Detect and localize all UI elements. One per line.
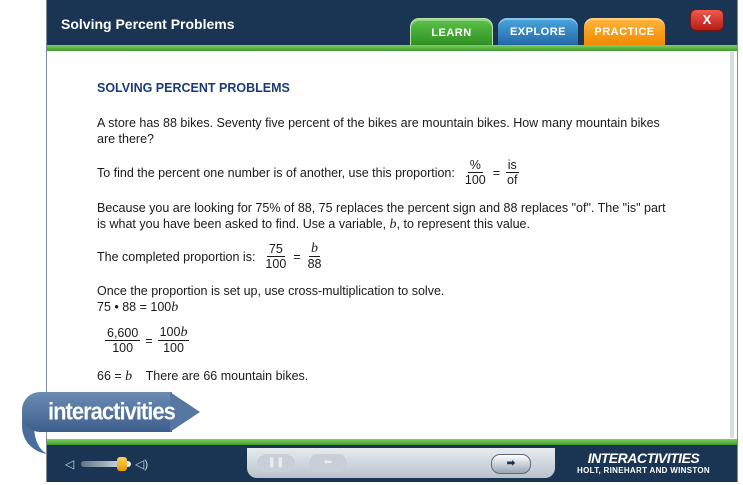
volume-control[interactable]: [65, 457, 147, 471]
completed-proportion-line: The completed proportion is: $\frac{75}{100}$ = $\frac{b}{88}$: [97, 241, 322, 271]
tab-explore[interactable]: EXPLORE: [498, 18, 578, 45]
problem-text: A store has 88 bikes. Seventy five percent of the bikes are mountain bikes. How many mountain bikes are there?: [97, 116, 660, 146]
lesson-heading: SOLVING PERCENT PROBLEMS: [97, 81, 290, 95]
brand-logo: INTERACTIVITIES HOLT, RINEHART AND WINSTON: [577, 450, 710, 475]
playback-controls: [247, 448, 555, 478]
answer-line: 66 = b There are 66 mountain bikes.: [97, 369, 309, 384]
scrollbar[interactable]: [730, 52, 734, 438]
completed-fraction-right: $\frac{b}{88}$: [307, 241, 322, 271]
app-title: Solving Percent Problems: [61, 16, 235, 32]
proportion-intro: To find the percent one number is of another, use this proportion:: [97, 166, 455, 180]
completed-fraction-left: $\frac{75}{100}$: [265, 242, 287, 271]
cross-equation: 75 • 88 = 100b: [97, 300, 179, 315]
volume-slider[interactable]: [81, 461, 131, 467]
tab-practice[interactable]: PRACTICE: [584, 18, 665, 45]
cross-multiply-text: Once the proportion is set up, use cross-multiplication to solve. 75 • 88 = 100b: [97, 283, 677, 316]
next-arrow-icon[interactable]: ➡: [491, 454, 531, 474]
close-button[interactable]: X: [691, 10, 723, 30]
is-of-fraction: $\frac{is}{of}$: [507, 158, 518, 187]
back-arrow-icon[interactable]: ⬅: [309, 454, 347, 472]
header-bar: [47, 0, 737, 45]
percent-fraction: $\frac{\%}{100}$: [464, 158, 486, 187]
solve-fraction-left: $\frac{6,600}{100}$: [107, 325, 139, 355]
proportion-line: To find the percent one number is of another, use this proportion: $\frac{\%}{100}$ = $\frac{is}{of}$: [97, 158, 518, 187]
solve-fraction-right: $\frac{100b}{100}$: [159, 325, 188, 355]
speaker-icon[interactable]: ◁: [65, 457, 75, 471]
header-divider: [47, 45, 737, 51]
explanation-text: Because you are looking for 75% of 88, 75 replaces the percent sign and 88 replaces "of". The "is" part is what you have been asked to find. Use a variable, b, to represent this value.: [97, 201, 666, 232]
solve-step: $\frac{6,600}{100}$ = $\frac{100b}{100}$: [107, 325, 188, 355]
pause-icon[interactable]: ❚❚: [257, 454, 295, 472]
interactivities-badge: interactivities: [22, 392, 177, 432]
footer-bar: [47, 445, 737, 482]
speaker-loud-icon[interactable]: ◁): [135, 457, 149, 471]
tab-learn[interactable]: LEARN: [410, 18, 493, 47]
volume-knob[interactable]: [117, 457, 127, 471]
